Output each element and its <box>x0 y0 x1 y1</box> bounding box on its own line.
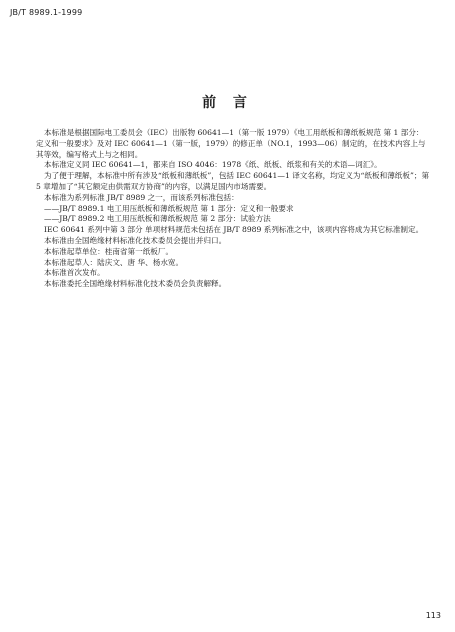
paragraph-series: 本标准为系列标准 JB/T 8989 之一，而该系列标准包括： <box>44 192 239 202</box>
paragraph-terminology: 为了便于理解，本标准中所有涉及“纸板和薄纸板”，包括 IEC 60641—1 译文名称，均定义为“纸板和薄纸板”；第 5 章增加了“其它额定由供需双方协商”的内容，以满足国内市场需要。 <box>36 171 430 191</box>
paragraph-drafting-unit: 本标准起草单位：桂南省第一纸板厂。 <box>44 246 174 256</box>
paragraph-definitions: 本标准定义同 IEC 60641—1，都来自 ISO 4046：1978《纸、纸板、纸浆和有关的术语—词汇》。 <box>44 160 382 170</box>
paragraph-intro: 本标准是根据国际电工委员会（IEC）出版物 60641—1（第一版 1979）《电工用纸板和薄纸板规范 第 1 部分：定义和一般要求》及对 IEC 60641—1（第一版，1979）的修正单（NO.1，1993—06）制定的，在技术内容上与其等效，编写格式上与之相同。 <box>36 128 426 159</box>
preface-body <box>36 128 431 290</box>
paragraph-part3: IEC 60641 系列中第 3 部分 单项材料规范未包括在 JB/T 8989 系列标准之中，该项内容将成为其它标准制定。 <box>44 225 424 235</box>
list-item-part2: ——JB/T 8989.2 电工用压纸板和薄纸板规范 第 2 部分：试验方法 <box>44 214 271 224</box>
paragraph-first-release: 本标准首次发布。 <box>44 268 105 278</box>
page-number: 113 <box>425 611 441 620</box>
paragraph-interpretation: 本标准委托全国绝缘材料标准化技术委员会负责解释。 <box>44 279 227 289</box>
preface-title: 前 言 <box>202 95 253 111</box>
paragraph-proposer: 本标准由全国绝缘材料标准化技术委员会提出并归口。 <box>44 235 227 245</box>
list-item-part1: ——JB/T 8989.1 电工用压纸板和薄纸板规范 第 1 部分：定义和一般要求 <box>44 203 294 213</box>
paragraph-drafters: 本标准起草人：陆庆文、唐 华、杨水宽。 <box>44 257 184 267</box>
standard-code-header: JB/T 8989.1-1999 <box>10 8 83 17</box>
